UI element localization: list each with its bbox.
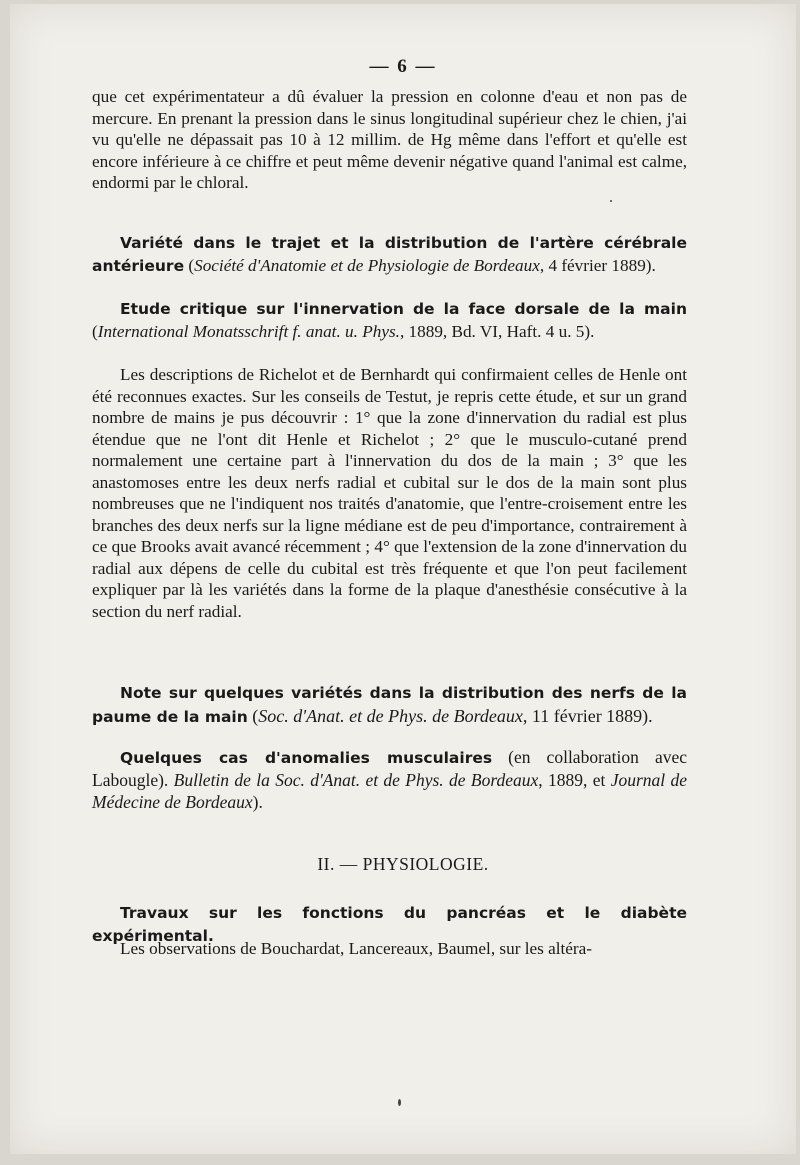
quelques-citation-1: Bulletin de la Soc. d'Anat. et de Phys. de Bordeaux [173, 770, 539, 790]
section-title: II. — PHYSIOLOGIE. [317, 854, 489, 874]
quelques-collab: (en collaboration avec Labougle). [92, 747, 687, 790]
page-number: — 6 — [369, 56, 437, 77]
entry-cite-open: ( [92, 321, 98, 341]
intro-text: que cet expérimentateur a dû évaluer la pression en colonne d'eau et non pas de mercure. En prenant la pression dans le sinus longitudinal supérieur chez le chien, j'ai vu qu'elle ne dépassait pas 10 à 12 millim. de Hg même dans l'effort et qu'elle est encore inférieure à ce chiffre et peut même devenir négative quand l'animal est calme, endormi par le chloral. [92, 87, 687, 192]
quelques-mid: , 1889, et [538, 770, 611, 790]
document-page [10, 4, 796, 1154]
travaux-title: Travaux sur les fonctions du pancréas et le diabète expérimental. [92, 904, 687, 945]
quelques-entry [92, 746, 687, 813]
quelques-title: Quelques cas d'anomalies musculaires [120, 749, 493, 767]
entry-citation: International Monatsschrift f. anat. u. Phys. [97, 321, 400, 341]
note-entry [92, 681, 687, 729]
body-paragraph [92, 364, 687, 622]
entry-citation: Société d'Anatomie et de Physiologie de Bordeaux [194, 255, 540, 275]
note-citation: Soc. d'Anat. et de Phys. de Bordeaux [258, 706, 523, 726]
intro-paragraph [92, 86, 687, 194]
entry-arteria [92, 232, 687, 277]
entry-cite-tail: , 4 février 1889). [539, 255, 656, 275]
note-cite-tail: , 11 février 1889). [522, 706, 653, 726]
last-line: Les observations de Bouchardat, Lancereaux, Baumel, sur les altéra- [120, 939, 592, 958]
entry-cite-tail: , 1889, Bd. VI, Haft. 4 u. 5). [399, 321, 595, 341]
entry-cite-open: ( [188, 255, 195, 275]
entry-innervation [92, 298, 687, 342]
paper-speck [398, 1099, 401, 1106]
paper-speck [610, 200, 612, 202]
quelques-tail: ). [252, 792, 263, 812]
body-text: Les descriptions de Richelot et de Bernhardt qui confirmaient celles de Henle ont été reconnues exactes. Sur les conseils de Testut, je repris cette étude, et sur un grand nombre de mains je pus découvrir : 1° que la zone d'innervation du radial est plus étendue que ne l'ont dit Henle et Richelot ; 2° que le musculo-cutané prend normalement une certaine part à l'innervation du dos de la main ; 3° que les anastomoses entre les deux nerfs radial et cubital sur le dos de la main sont plus nombreuses que ne l'indiquent nos traités d'anatomie, que l'entre-croisement entre les branches des deux nerfs sur la ligne médiane est de peu d'importance, contrairement à ce que Brooks avait avancé récemment ; 4° que l'extension de la zone d'innervation du radial aux dépens de celle du cubital est très fréquente et que l'on peut facilement expliquer par là les variétés dans la forme de la plaque d'anesthésie consécutive à la section du nerf radial. [92, 365, 687, 621]
note-cite-open: ( [247, 706, 259, 726]
note-title: Note sur quelques variétés dans la distribution des nerfs de la paume de la main [92, 684, 687, 726]
entry-title: Etude critique sur l'innervation de la face dorsale de la main [120, 300, 687, 318]
entry-title: Variété dans le trajet et la distribution de l'artère cérébrale antérieure [92, 234, 687, 275]
quelques-citation-2: Journal de Médecine de Bordeaux [92, 770, 687, 812]
last-paragraph [92, 938, 687, 960]
